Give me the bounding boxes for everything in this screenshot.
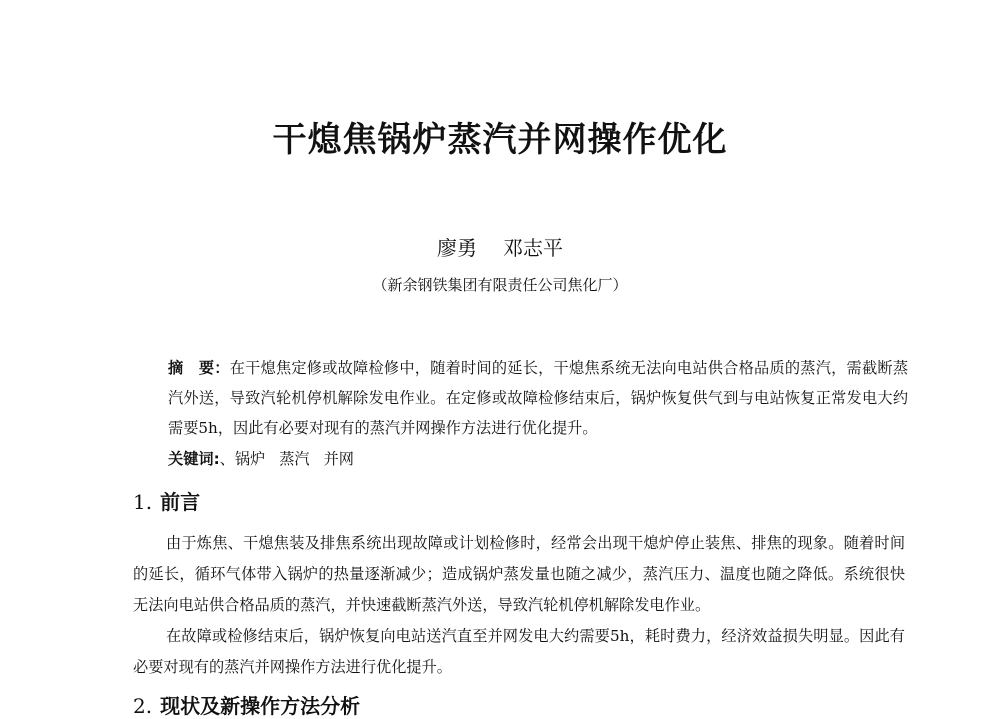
- keywords: [168, 444, 908, 474]
- body-paragraph: 在故障或检修结束后，锅炉恢复向电站送汽直至并网发电大约需要5h，耗时费力，经济效益损失明显。因此有必要对现有的蒸汽并网操作方法进行优化提升。: [133, 627, 905, 676]
- paper-title: 干熄焦锅炉蒸汽并网操作优化: [272, 120, 728, 160]
- section-heading-analysis: [133, 690, 360, 719]
- keyword: 蒸汽: [279, 450, 310, 468]
- keyword: 锅炉: [234, 450, 266, 468]
- section-body-introduction: [133, 528, 905, 683]
- abstract-text: 在干熄焦定修或故障检修中，随着时间的延长，干熄焦系统无法向电站供合格品质的蒸汽，需截断蒸汽外送，导致汽轮机停机解除发电作业。在定修或故障检修结束后，锅炉恢复供气到与电站恢复正常发电大约需要5h，因此有必要对现有的蒸汽并网操作方法进行优化提升。: [168, 359, 909, 437]
- abstract-label: 摘 要：: [168, 359, 230, 377]
- abstract: [168, 353, 908, 443]
- keywords-prefix: 、: [219, 450, 235, 468]
- keywords-label: 关键词:: [168, 450, 220, 468]
- section-title: 前言: [160, 490, 201, 514]
- section-number: 2.: [133, 694, 153, 718]
- author-affiliation: （新余钢铁集团有限责任公司焦化厂）: [372, 276, 628, 294]
- author-name: 廖勇: [437, 236, 477, 260]
- author-name: 邓志平: [503, 236, 563, 260]
- keyword: 并网: [323, 450, 354, 468]
- author-list: [0, 232, 1000, 261]
- section-title: 现状及新操作方法分析: [160, 694, 361, 718]
- section-heading-introduction: [133, 486, 200, 515]
- body-paragraph: 由于炼焦、干熄焦装及排焦系统出现故障或计划检修时，经常会出现干熄炉停止装焦、排焦的现象。随着时间的延长，循环气体带入锅炉的热量逐渐减少；造成锅炉蒸发量也随之减少，蒸汽压力、温度也随之降低。系统很快无法向电站供合格品质的蒸汽，并快速截断蒸汽外送，导致汽轮机停机解除发电作业。: [133, 534, 905, 614]
- section-number: 1.: [133, 490, 153, 514]
